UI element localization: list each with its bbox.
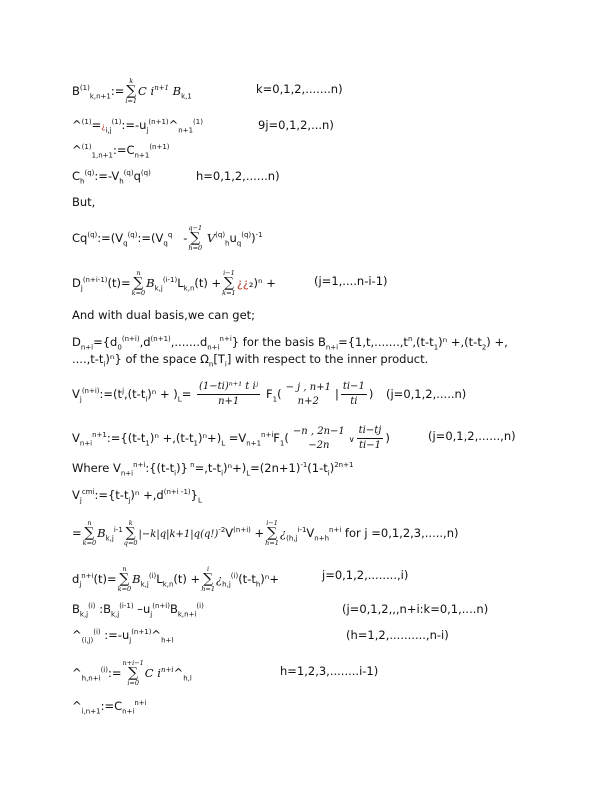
eq-text: :=-u [100, 628, 130, 642]
eq-text: )ⁿ +,(t-t [149, 431, 194, 445]
eq-text: ] with respect to the inner product. [226, 352, 429, 366]
eq-sup: i-1 [113, 526, 123, 535]
eq-text: ^ [72, 666, 82, 680]
equation-expansion [72, 520, 459, 547]
eq-text: (1-t [307, 461, 328, 475]
eq-text: ={1,t,.......,t [338, 335, 408, 349]
eq-text: ,(t-t [124, 387, 146, 401]
eq-sub: n+i [120, 469, 134, 478]
eq-sup: (i-1) [162, 276, 178, 285]
eq-text: := [107, 666, 122, 680]
eq-sub: h,j [222, 580, 231, 589]
sum-lower: h=1 [265, 539, 279, 547]
eq-sup: n+i [219, 335, 232, 344]
text-dual-basis: And with dual basis,we can get; [72, 308, 256, 322]
eq-sub: k,n [183, 284, 195, 293]
eq-term: V [206, 231, 216, 245]
eq-sup: (i) [100, 666, 108, 675]
sum-upper: n [122, 565, 127, 573]
eq-text: = [181, 387, 192, 401]
eq-sup: (i) [93, 628, 101, 637]
range-label: h=1,2,3,........i-1) [280, 664, 379, 678]
sum-upper: i−1 [266, 519, 278, 527]
eq-sup: (i) [230, 572, 239, 581]
sum-symbol: n ∑ k=0 [117, 565, 132, 593]
eq-sup: cmi [81, 488, 95, 497]
eq-text: (t) + [173, 572, 201, 586]
eq-text: ,.......d [170, 335, 208, 349]
eq-text: :={t-t [94, 488, 129, 502]
text-but: But, [72, 195, 96, 209]
eq-text: –u [133, 602, 151, 616]
eq-text: ^ [168, 118, 179, 132]
eq-sup: -1 [255, 231, 263, 240]
eq-text: (t)= [93, 572, 117, 586]
range-label: (j=0,1,2,......,n) [428, 429, 516, 443]
equation-v-j [72, 380, 373, 409]
eq-text: (t-t [238, 572, 256, 586]
args-top: − j , n+1 [285, 381, 331, 393]
eq-sub: 1 [193, 439, 198, 448]
eq-text: Where V [72, 461, 121, 475]
sum-symbol: i−1 ∑ k=1 [222, 269, 236, 297]
sum-upper: n+i−1 [122, 659, 144, 667]
eq-sup: (1) [81, 118, 92, 127]
eq-text: D [72, 276, 81, 290]
fraction-num: ti−1 [341, 380, 367, 395]
eq-sup: i-1 [297, 526, 307, 535]
eq-text: - [183, 231, 188, 245]
hypergeom-args [284, 381, 333, 409]
eq-sub: k,j [110, 610, 120, 619]
eq-sup: (1) [193, 118, 203, 127]
sum-upper: q−1 [188, 224, 203, 232]
range-label: 9j=0,1,2,...n) [258, 118, 334, 132]
eq-sup: (q) [84, 169, 95, 178]
equation-c-h-q [72, 169, 151, 186]
eq-sub: i,j [105, 126, 112, 135]
sum-upper: i [207, 565, 210, 573]
eq-sup: (i) [148, 572, 157, 581]
eq-text: for j =0,1,2,3,.....,n) [341, 526, 459, 540]
sum-lower: k=0 [117, 585, 132, 593]
eq-text: C [72, 169, 81, 183]
eq-red: ¿¿ [236, 276, 249, 290]
eq-text: B [72, 84, 80, 98]
sum-symbol: k ∑ q=0 [123, 519, 138, 547]
eq-text: := [110, 84, 125, 98]
eq-text: ) [329, 461, 335, 475]
eq-term: B [146, 276, 155, 290]
sum-lower: i=1 [125, 97, 138, 105]
equation-cq [72, 225, 263, 252]
eq-text: ) [251, 231, 256, 245]
eq-sup: q [167, 231, 173, 240]
args-bottom: −2n [308, 439, 330, 451]
eq-sup: n [407, 335, 413, 344]
equation-b-k-j-i [72, 602, 204, 619]
equation-d-j-t [72, 566, 279, 593]
eq-sub: i [145, 395, 148, 404]
eq-sub: q [163, 239, 168, 248]
eq-sup: (q) [87, 231, 98, 240]
eq-sup: (i) [196, 602, 204, 611]
fraction-den: ti [350, 396, 358, 407]
eq-text: (t) + [194, 276, 222, 290]
eq-sub: n+i [207, 343, 220, 352]
eq-sub: k,j [79, 610, 89, 619]
eq-sub: n [208, 360, 214, 369]
equation-caret-h-n-i [72, 660, 192, 687]
eq-text: )ⁿ+) [223, 461, 247, 475]
eq-sub: h [119, 177, 124, 186]
equation-caret-1-n1 [72, 143, 170, 160]
eq-text: )ⁿ +,d [130, 488, 164, 502]
eq-sub: i [224, 360, 227, 369]
eq-sup: n+i [81, 572, 94, 581]
sum-upper: n [87, 519, 92, 527]
equation-d-j [72, 270, 276, 297]
eq-text: ={d [93, 335, 118, 349]
sum-lower: q=0 [123, 539, 138, 547]
eq-text: ( [284, 431, 289, 445]
eq-text: )ⁿ + ) [147, 387, 178, 401]
eq-term: ¿ [215, 572, 223, 586]
eq-sub: h [225, 239, 230, 248]
eq-sup: -2 [218, 526, 226, 535]
eq-sup: (n+1) [148, 118, 169, 127]
eq-text: ^ [72, 628, 82, 642]
equation-v-n-i [72, 424, 390, 453]
eq-text: ^ [151, 628, 162, 642]
range-label: (j=1,....n-i-1) [314, 274, 388, 288]
eq-term: |−k|q|k+1|q(q!) [138, 529, 219, 540]
eq-sub: h [80, 177, 85, 186]
eq-sub: n+i [80, 343, 94, 352]
eq-text: V [306, 526, 315, 540]
eq-term: C i [144, 666, 161, 680]
eq-sub: n+h [314, 534, 330, 543]
eq-sub: h,n+i [81, 674, 101, 683]
eq-text: L [177, 276, 184, 290]
eq-text: :=(V [97, 231, 124, 245]
eq-sub: j [146, 126, 149, 135]
eq-sup: (n+1) [150, 335, 171, 344]
eq-text: u [229, 231, 237, 245]
eq-text: :=(V [137, 231, 164, 245]
eq-sub: n+i [122, 707, 135, 716]
eq-text: [T [213, 352, 225, 366]
sum-lower: h=0 [188, 244, 203, 252]
eq-sup: n+1 [92, 431, 107, 440]
fraction-den: ti−1 [359, 440, 381, 451]
eq-sub: L [246, 469, 251, 478]
eq-sub: 1 [145, 439, 150, 448]
eq-text: ∨ [348, 435, 355, 444]
eq-sub: 1 [279, 439, 285, 448]
eq-text: ....,t-t [72, 352, 104, 366]
equation-d-n-i [72, 335, 508, 352]
eq-term: C i [138, 84, 155, 98]
eq-sub: h+l [161, 636, 174, 645]
eq-sup: j [122, 387, 125, 396]
sum-symbol: n ∑ k=0 [131, 269, 146, 297]
eq-red: ¿ [101, 122, 106, 131]
eq-sub: j [79, 580, 82, 589]
eq-sup: (q) [123, 169, 134, 178]
eq-sup: (n+i -1) [163, 488, 191, 497]
eq-text: = [91, 118, 102, 132]
eq-text: :=-u [121, 118, 147, 132]
equation-caret-i-n1 [72, 699, 147, 716]
range-label: (j=0,1,2,.....n) [386, 387, 467, 401]
eq-text: Cq [72, 231, 88, 245]
eq-text: )ⁿ} of the space Ω [105, 352, 209, 366]
eq-text: ^ [72, 699, 82, 713]
eq-text: B [72, 602, 80, 616]
eq-text: D [72, 335, 81, 349]
hypergeom-args [291, 425, 347, 453]
eq-text: q [133, 169, 141, 183]
eq-sub: i [103, 360, 106, 369]
eq-sub: q [236, 239, 242, 248]
range-label: k=0,1,2,.......n) [256, 82, 343, 96]
eq-sub: k,n [162, 580, 174, 589]
eq-text: )} [176, 461, 188, 475]
eq-sub: j [129, 636, 132, 645]
sum-symbol: k ∑ i=1 [125, 77, 138, 105]
eq-sup: (1) [81, 143, 92, 152]
eq-text: ) [385, 431, 390, 445]
eq-sub: j [128, 496, 131, 505]
eq-sup: (q) [241, 231, 252, 240]
eq-text: B [169, 602, 178, 616]
eq-sub: 1 [433, 343, 439, 352]
equation-caret-i-j [72, 628, 174, 645]
eq-term: ¿ [279, 526, 287, 540]
sum-lower: i=0 [127, 679, 139, 687]
eq-sup: (n+1) [149, 143, 170, 152]
eq-sub: n+i [325, 343, 339, 352]
eq-text: | [334, 387, 339, 401]
sum-lower: k=0 [131, 289, 146, 297]
fraction [197, 380, 260, 409]
eq-text: ,(t-t [412, 335, 434, 349]
eq-text: :B [95, 602, 111, 616]
text-space-omega [72, 352, 429, 369]
eq-text: :=(t [99, 387, 123, 401]
eq-text: ^ [72, 143, 82, 157]
eq-sub: i,n+1 [81, 707, 101, 716]
eq-sub: i [327, 469, 330, 478]
eq-sup: (q) [140, 169, 151, 178]
eq-sub: j [79, 496, 82, 505]
eq-sup: n+i [133, 461, 146, 470]
sum-upper: n [136, 269, 141, 277]
eq-text: (t)= [107, 276, 131, 290]
sum-lower: k=1 [222, 289, 236, 297]
eq-text: + [254, 526, 265, 540]
range-label: (j=0,1,2,,,n+i:k=0,1,....n) [342, 602, 489, 616]
equation-v-cmi [72, 488, 202, 505]
eq-text: ( [277, 387, 282, 401]
eq-sup: n+i [134, 699, 147, 708]
eq-sub: k,1 [181, 92, 192, 101]
fraction [357, 424, 384, 453]
equation-b-k-n1 [72, 78, 192, 105]
eq-text: ) +, [486, 335, 508, 349]
sum-upper: k [128, 519, 133, 527]
eq-sup: (n+i-1) [82, 276, 108, 285]
eq-text: :=-V [94, 169, 120, 183]
eq-sup: (1) [111, 118, 122, 127]
eq-sub: k,j [140, 580, 149, 589]
eq-term: B [132, 572, 141, 586]
eq-sub: h [255, 580, 261, 589]
eq-text: } for the basis B [231, 335, 326, 349]
eq-sup: n [187, 461, 195, 470]
range-label: (h=1,2,..........,n-i) [346, 628, 449, 642]
eq-sub: j [79, 395, 82, 404]
eq-text: :=C [100, 699, 123, 713]
eq-text: =,t-t [194, 461, 222, 475]
sum-lower: k=0 [82, 539, 97, 547]
eq-text: = [72, 526, 82, 540]
eq-sup: 2n+1 [334, 461, 354, 470]
eq-sub: L [221, 439, 226, 448]
eq-text: V [72, 387, 80, 401]
eq-sub: j [150, 610, 153, 619]
fraction [341, 380, 367, 409]
eq-text: ,d [139, 335, 151, 349]
sum-symbol: n+i−1 ∑ i=0 [122, 659, 144, 687]
eq-sub: h,l [183, 674, 192, 683]
eq-text: ^ [173, 666, 184, 680]
eq-sub: L [197, 496, 202, 505]
eq-term: B [172, 84, 182, 98]
eq-term: B [97, 526, 106, 540]
eq-sub: L [177, 395, 182, 404]
eq-sup: (n+1) [131, 628, 152, 637]
eq-text: V [72, 488, 80, 502]
sum-upper: i−1 [223, 269, 235, 277]
eq-sup: (i-1) [119, 602, 134, 611]
eq-sub: n+i [79, 439, 93, 448]
eq-sup: (i) [88, 602, 96, 611]
eq-sub: 2 [481, 343, 487, 352]
eq-sub: n+1 [246, 439, 262, 448]
eq-text: d [72, 572, 80, 586]
eq-sub: j [80, 284, 83, 293]
eq-text: =V [225, 431, 247, 445]
sum-lower: h=1 [201, 585, 215, 593]
eq-sub: 1 [272, 395, 278, 404]
eq-sub: n+1 [134, 151, 150, 160]
eq-text: ) [368, 387, 374, 401]
eq-sub: (h,j [286, 534, 298, 543]
eq-sup: (n+i) [81, 387, 100, 396]
eq-sup: (1) [79, 84, 90, 93]
range-label: j=0,1,2,........,i) [322, 568, 409, 582]
eq-text: F [265, 387, 273, 401]
eq-text: :{(t-t [145, 461, 175, 475]
eq-sup: (n+i) [152, 602, 170, 611]
eq-text: )ⁿ +,(t-t [438, 335, 482, 349]
eq-text: F [273, 431, 280, 445]
eq-text: :=C [113, 143, 135, 157]
eq-sup: (n+i) [121, 335, 140, 344]
sum-symbol: i ∑ h=1 [201, 565, 215, 593]
fraction-den: n+1 [218, 396, 240, 407]
eq-sub: (i,j) [81, 636, 94, 645]
eq-sup: n+i [261, 431, 274, 440]
eq-text: L [156, 572, 163, 586]
equation-where-v [72, 461, 354, 478]
eq-text: V [225, 526, 234, 540]
eq-sup: -1 [300, 461, 308, 470]
sum-upper: k [129, 77, 134, 85]
eq-text: )ⁿ+ [260, 572, 279, 586]
eq-sub: k,j [154, 284, 163, 293]
fraction-num: (1−ti)ⁿ⁺¹ t iʲ [197, 380, 260, 395]
eq-sub: k,n+1 [89, 92, 111, 101]
eq-sup: n+i [329, 526, 342, 535]
eq-text: V [72, 431, 80, 445]
equation-caret-1 [72, 118, 203, 134]
eq-sup: (q) [215, 231, 226, 240]
eq-sub: i [221, 469, 224, 478]
args-bottom: n+2 [297, 395, 319, 407]
sum-symbol: n ∑ k=0 [82, 519, 97, 547]
eq-sup: (n+i) [233, 526, 251, 535]
eq-text: :={(t-t [106, 431, 146, 445]
eq-sub: i [174, 469, 177, 478]
eq-sub: q [123, 239, 128, 248]
sum-symbol: i−1 ∑ h=1 [265, 519, 279, 547]
eq-sub: n+1 [178, 126, 194, 135]
eq-sup: (q) [127, 231, 138, 240]
eq-sup: n+i [160, 666, 174, 675]
eq-sup: n+1 [154, 84, 170, 93]
args-top: −n , 2n−1 [292, 425, 345, 437]
eq-sub: k,j [105, 534, 114, 543]
eq-sub: 0 [117, 343, 122, 352]
eq-text: )ⁿ+) [197, 431, 222, 445]
range-label: h=0,1,2,......n) [196, 169, 280, 183]
eq-sub: 1,n+1 [91, 151, 113, 160]
sum-symbol: q−1 ∑ h=0 [188, 224, 203, 252]
eq-text: } [190, 488, 198, 502]
eq-text: ₂)ⁿ + [248, 276, 276, 290]
eq-text: ^ [72, 118, 82, 132]
eq-sub: k,n+i [177, 610, 197, 619]
fraction-num: ti−tj [357, 424, 384, 439]
eq-text: =(2n+1) [250, 461, 301, 475]
